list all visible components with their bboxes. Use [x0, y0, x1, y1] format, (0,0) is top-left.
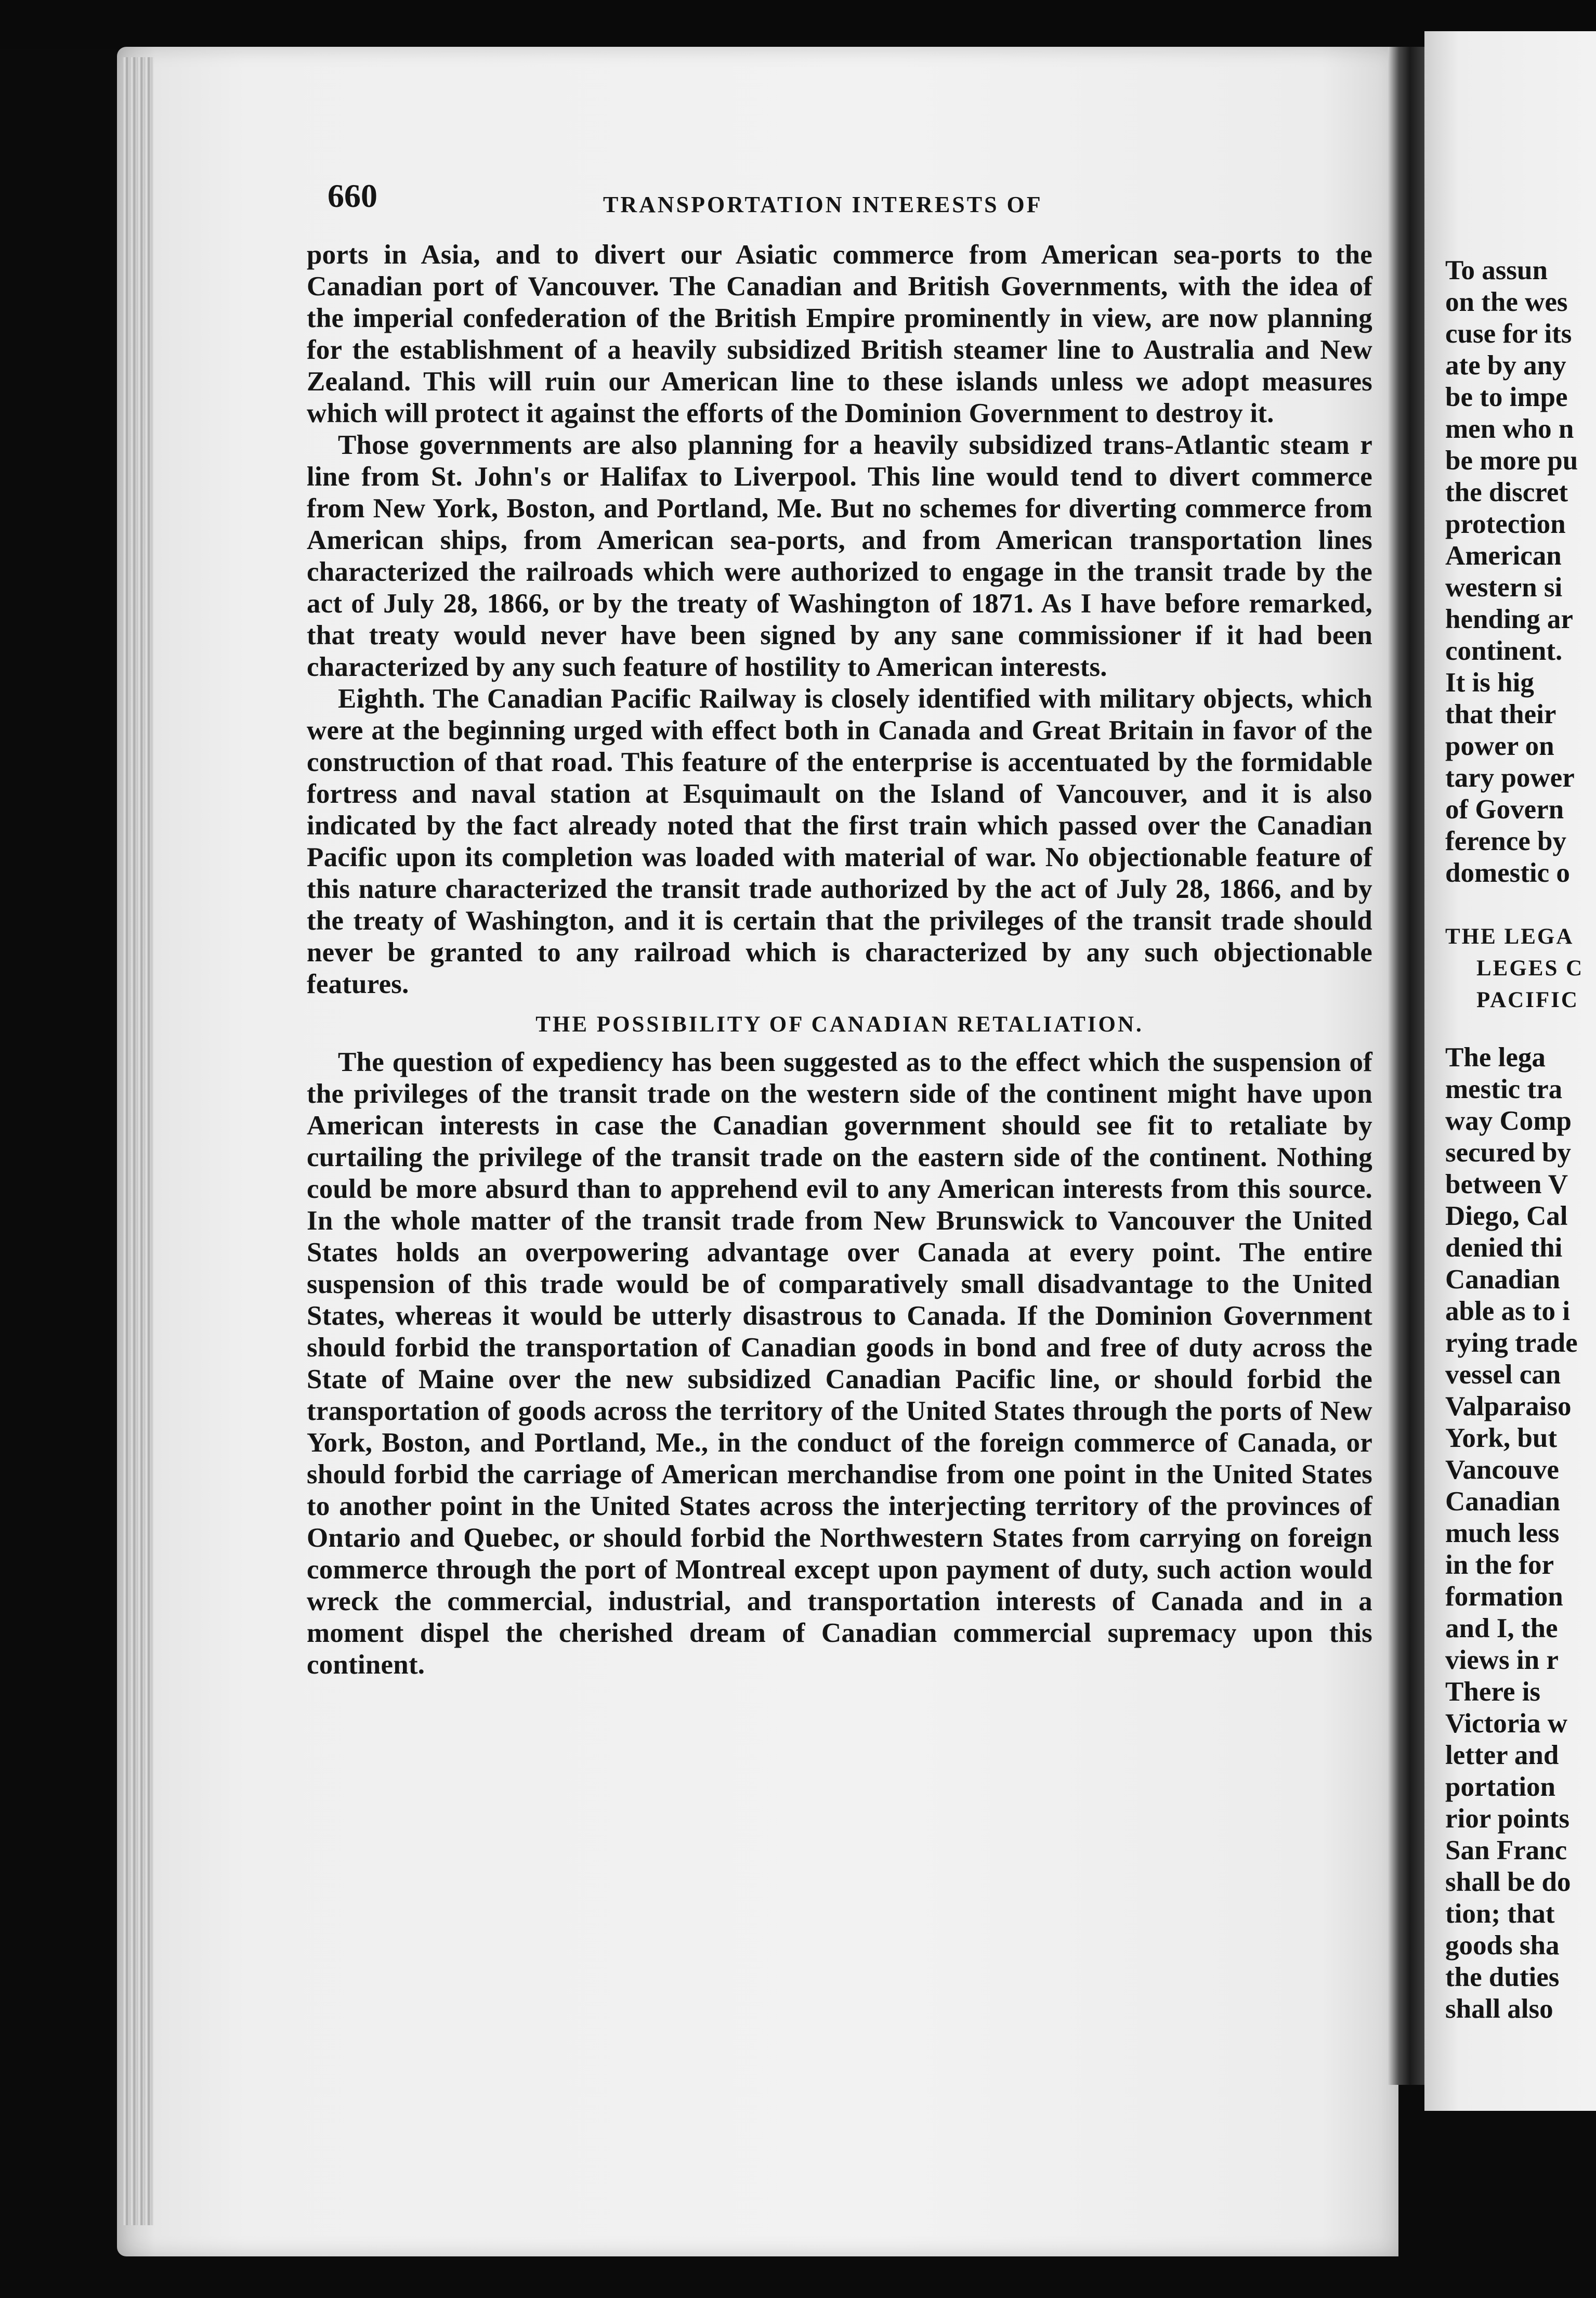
right-fragment-block [1445, 255, 1596, 667]
right-fragment-line: be to impe [1445, 382, 1568, 412]
paragraph: The question of expediency has been suggested as to the effect which the suspension of the privileges of the transit trade on the western side of the continent might have upon American interests in case the Canadian government should see fit to retaliate by curtailing the privilege of the transit trade on the eastern side of the continent. Nothing could be more absurd than to apprehend evil to any American interests from this source. In the whole matter of the transit trade from New Brunswick to Vancouver the United States holds an overpowering advantage over Canada at every point. The entire suspension of this trade would be of comparatively small disadvantage to the United States, whereas it would be utterly disastrous to Canada. If the Dominion Government should forbid the transportation of Canadian goods in bond and free of duty across the State of Maine over the new subsidized Canadian Pacific line, or should forbid the transportation of goods across the territory of the United States through the ports of New York, Boston, and Portland, Me., in the conduct of the foreign commerce of Canada, or should forbid the carriage of American merchandise from one point in the United States to another point in the United States across the interjecting territory of the provinces of Ontario and Quebec, or should forbid the Northwestern States from carrying on foreign commerce through the port of Montreal except upon payment of duty, such action would wreck the commercial, industrial, and transportation interests of Canada and in a moment dispel the cherished dream of Canadian commercial supremacy upon this continent. [307, 1047, 1372, 1680]
right-fragment-line: formation [1445, 1582, 1563, 1612]
right-fragment-line: PACIFIC [1476, 988, 1579, 1012]
page-edge-stack [122, 57, 153, 2225]
right-fragment-line: power on [1445, 731, 1554, 761]
right-fragment-line: in the for [1445, 1550, 1554, 1580]
right-fragment-line: letter and [1445, 1740, 1559, 1770]
right-fragment-line: American [1445, 541, 1562, 571]
right-fragment-line: ference by [1445, 826, 1567, 856]
running-title: TRANSPORTATION INTERESTS OF [603, 192, 1043, 217]
scan-background [0, 0, 1596, 49]
right-fragment-line: rior points [1445, 1804, 1570, 1834]
right-fragment-line: way Comp [1445, 1106, 1572, 1136]
right-fragment-line: vessel can [1445, 1360, 1561, 1390]
right-fragment-line: secured by [1445, 1138, 1571, 1168]
right-fragment-line: much less [1445, 1518, 1560, 1548]
right-page-text-fragments [1445, 255, 1596, 2025]
section-heading: THE POSSIBILITY OF CANADIAN RETALIATION. [535, 1012, 1144, 1037]
right-fragment-block [1445, 667, 1596, 889]
right-fragment-line: between V [1445, 1169, 1568, 1199]
right-fragment-block [1445, 1676, 1596, 2025]
right-fragment-line: tion; that [1445, 1899, 1555, 1929]
right-fragment-line: shall also [1445, 1994, 1553, 2024]
right-fragment-line: cuse for its [1445, 319, 1572, 349]
right-fragment-line: views in r [1445, 1645, 1559, 1675]
right-fragment-line: the discret [1445, 477, 1568, 507]
right-fragment-line: mestic tra [1445, 1074, 1563, 1104]
spacer [1445, 889, 1596, 921]
right-fragment-line: domestic o [1445, 858, 1570, 888]
right-fragment-line: Victoria w [1445, 1708, 1567, 1739]
right-fragment-line: Canadian [1445, 1486, 1560, 1517]
right-fragment-line: continent. [1445, 636, 1563, 666]
right-fragment-line: that their [1445, 699, 1556, 729]
right-fragment-heading [1445, 921, 1596, 1016]
right-fragment-line: There is [1445, 1677, 1541, 1707]
right-fragment-block [1445, 1042, 1596, 1676]
paragraph: ports in Asia, and to divert our Asiatic commerce from American sea-ports to the Canadian port of Vancouver. The Canadian and British Governments, with the idea of the imperial confederation of the British Empire prominently in view, are now planning for the establishment of a heavily subsidized British steamer line to Australia and New Zealand. This will ruin our American line to these islands unless we adopt measures which will protect it against the efforts of the Dominion Government to destroy it. [307, 240, 1372, 428]
book-gutter [1388, 47, 1424, 2085]
right-fragment-line: Diego, Cal [1445, 1201, 1568, 1231]
spacer [1445, 1016, 1596, 1042]
right-fragment-line: goods sha [1445, 1930, 1560, 1961]
left-page-text [307, 177, 1372, 1681]
right-fragment-line: denied thi [1445, 1233, 1563, 1263]
right-fragment-line: portation [1445, 1772, 1555, 1802]
right-fragment-line: It is hig [1445, 668, 1534, 698]
right-fragment-line: Vancouve [1445, 1455, 1559, 1485]
right-fragment-line: western si [1445, 572, 1563, 603]
right-fragment-line: on the wes [1445, 287, 1568, 317]
right-fragment-line: tary power [1445, 763, 1575, 793]
right-fragment-line: of Govern [1445, 794, 1564, 825]
page-number: 660 [328, 177, 377, 214]
right-fragment-line: protection [1445, 509, 1566, 539]
right-fragment-line: THE LEGA [1445, 924, 1574, 949]
right-fragment-line: able as to i [1445, 1296, 1570, 1326]
right-fragment-line: men who n [1445, 414, 1574, 444]
paragraph: Those governments are also planning for a heavily subsidized trans-Atlantic steam r line from St. John's or Halifax to Liverpool. This line would tend to divert commerce from New York, Boston, and Portland, Me. But no schemes for diverting commerce from American ships, from American sea-ports, and from American transportation lines characterized the railroads which were authorized to engage in the transit trade by the act of July 28, 1866, or by the treaty of Washington of 1871. As I have before remarked, that treaty would never have been signed by any sane commissioner if it had been characterized by any such feature of hostility to American interests. [307, 430, 1372, 682]
right-fragment-line: rying trade [1445, 1328, 1578, 1358]
right-fragment-line: To assun [1445, 255, 1548, 285]
paragraph: Eighth. The Canadian Pacific Railway is closely identified with military objects, which were at the beginning urged with effect both in Canada and Great Britain in favor of the construction of that road. This feature of the enterprise is accentuated by the formidable fortress and naval station at Esquimault on the Island of Vancouver, and it is also indicated by the fact already noted that the first train which passed over the Canadian Pacific upon its completion was loaded with material of war. No objectionable feature of this nature characterized the transit trade authorized by the act of July 28, 1866, and by the treaty of Washington, and it is certain that the privileges of the transit trade should never be granted to any railroad which is characterized by any such objectionable features. [307, 684, 1372, 999]
right-fragment-line: The lega [1445, 1042, 1546, 1073]
page-header [307, 177, 1372, 239]
right-fragment-line: the duties [1445, 1962, 1560, 1992]
right-fragment-line: and I, the [1445, 1613, 1558, 1643]
right-fragment-line: hending ar [1445, 604, 1573, 634]
right-fragment-line: shall be do [1445, 1867, 1571, 1897]
right-fragment-line: be more pu [1445, 446, 1578, 476]
right-fragment-line: LEGES C [1476, 956, 1584, 981]
right-fragment-line: San Franc [1445, 1835, 1567, 1865]
right-fragment-line: York, but [1445, 1423, 1558, 1453]
right-fragment-line: Canadian [1445, 1264, 1560, 1295]
right-fragment-line: Valparaiso [1445, 1391, 1572, 1421]
right-fragment-line: ate by any [1445, 350, 1566, 381]
